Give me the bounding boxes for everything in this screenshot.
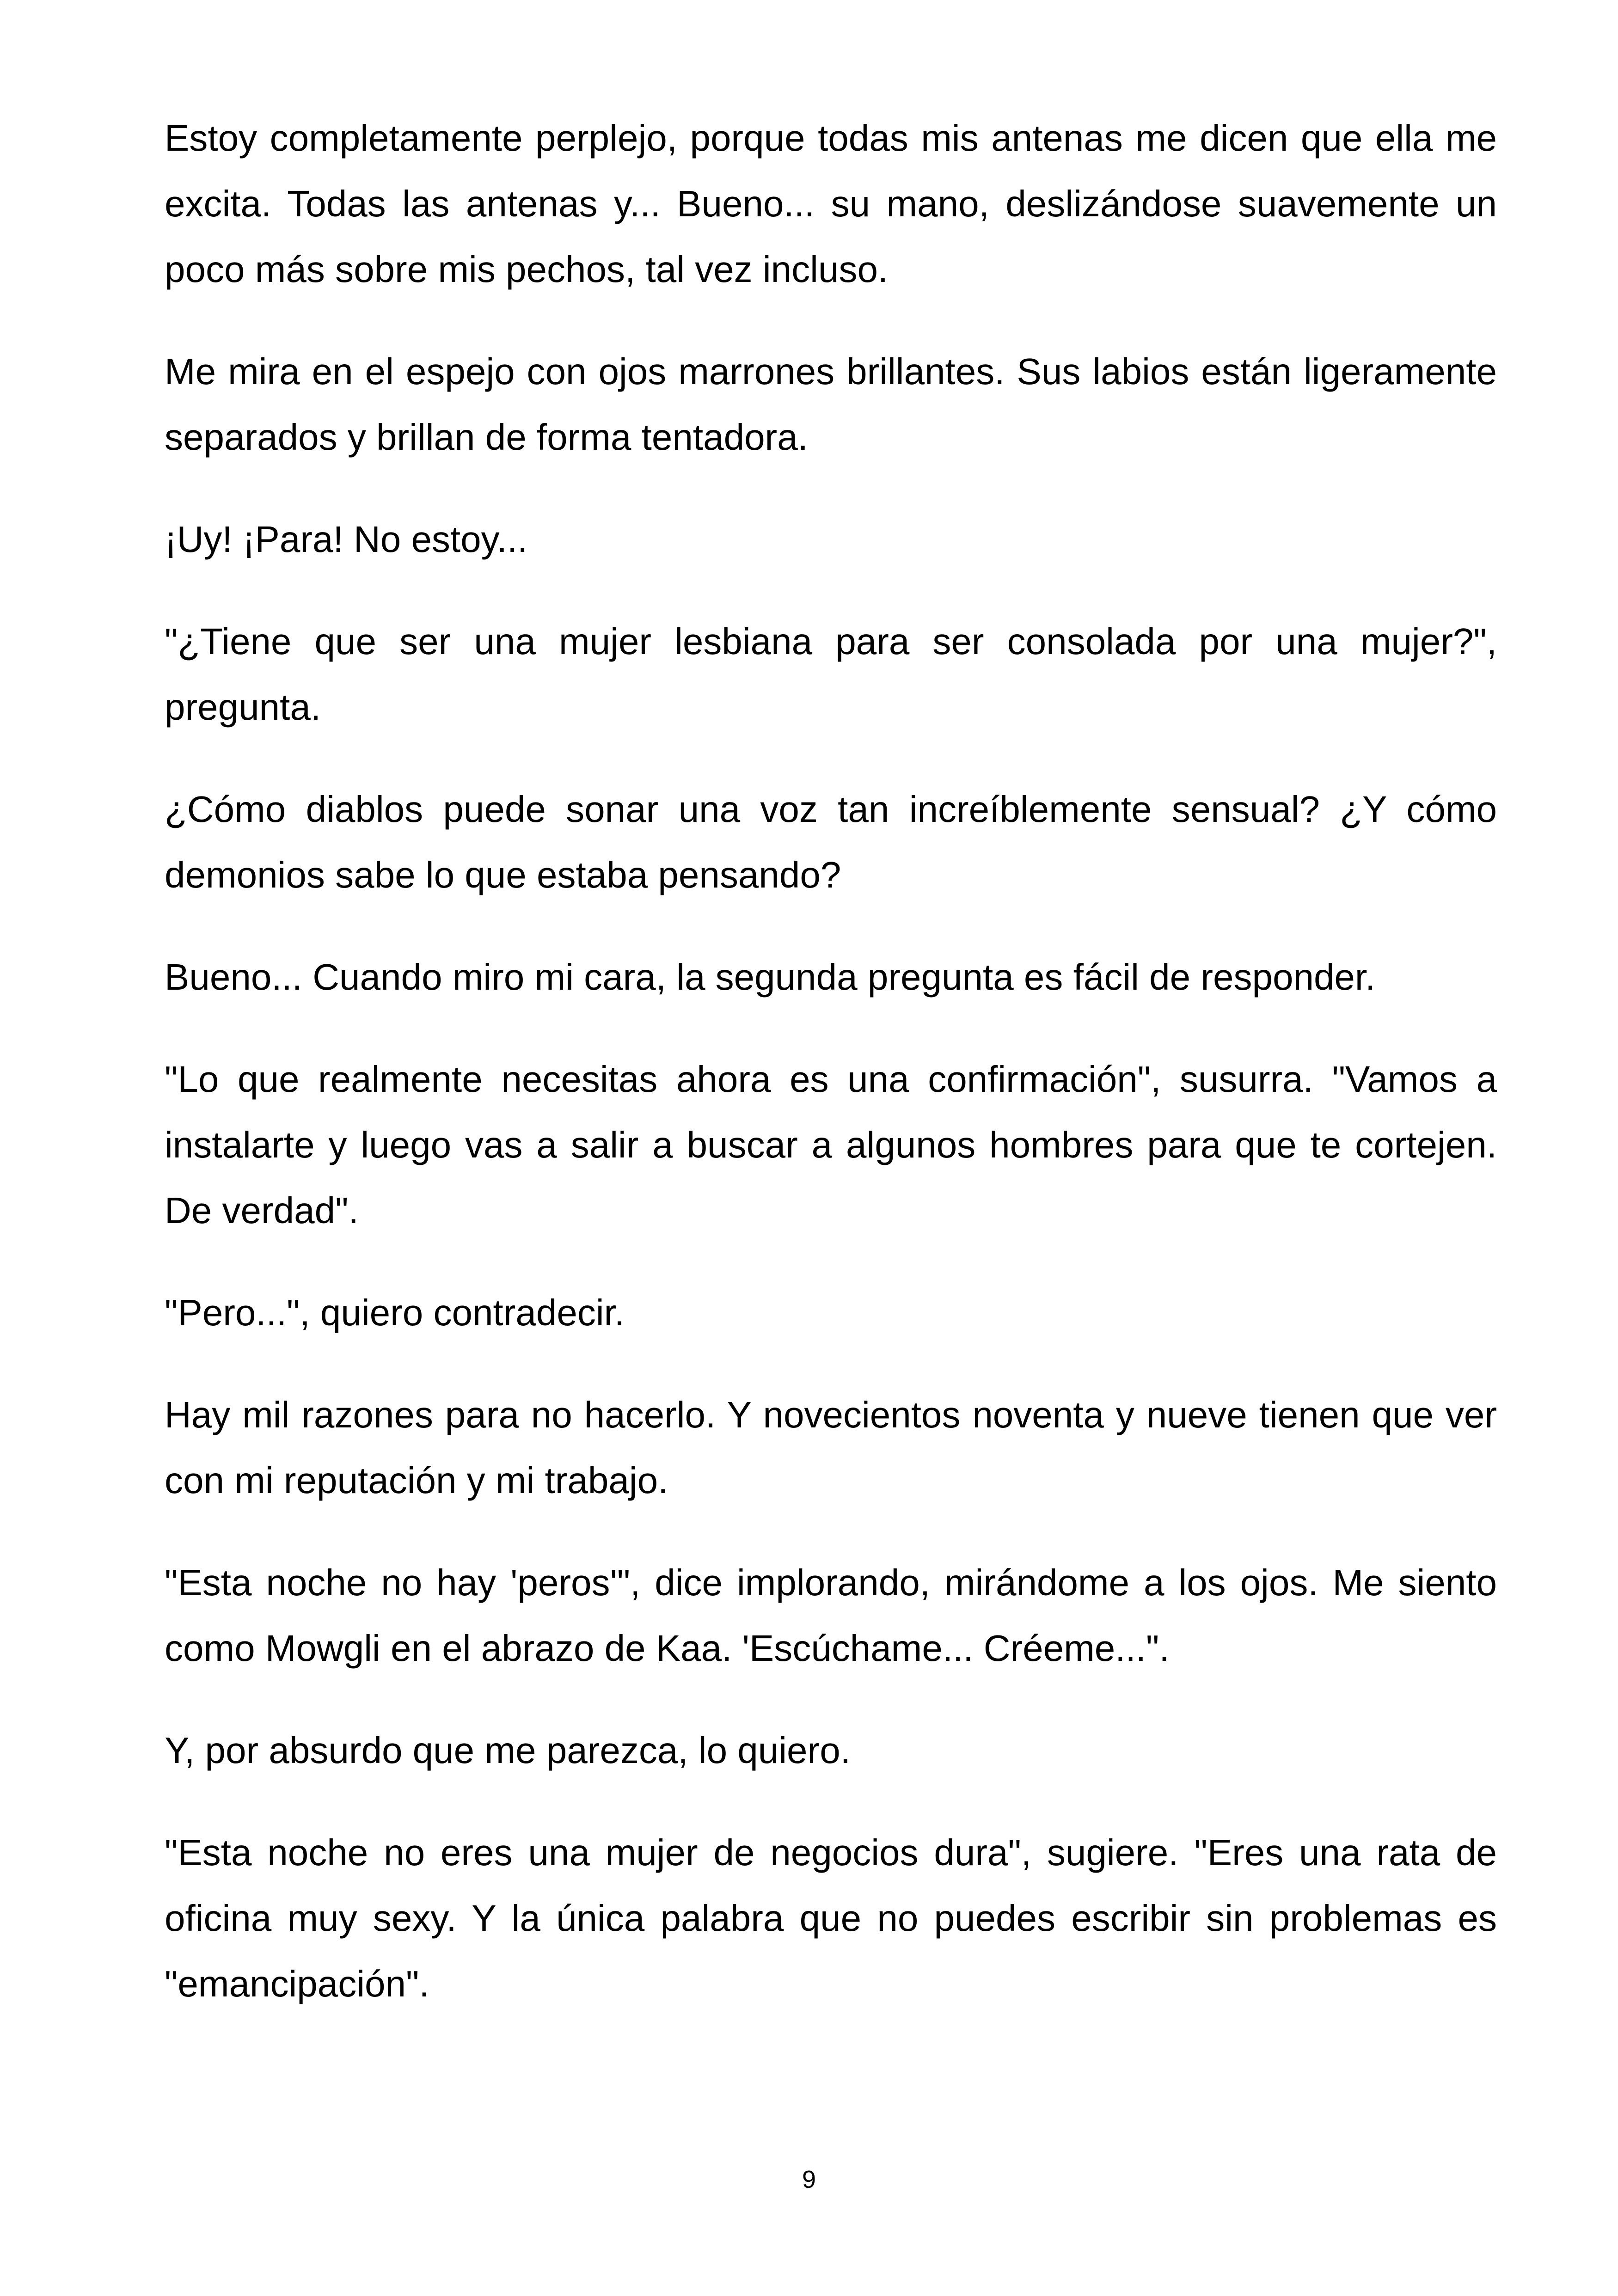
- paragraph: "Pero...", quiero contradecir.: [165, 1292, 625, 1333]
- paragraph: ¿Cómo diablos puede sonar una voz tan increíblemente sensual? ¿Y cómo demonios sabe lo que estaba pensando?: [165, 789, 1497, 895]
- paragraph: Estoy completamente perplejo, porque todas mis antenas me dicen que ella me excita. Todas las antenas y... Bueno... su mano, deslizándose suavemente un poco más sobre mis pechos, tal vez incluso.: [165, 117, 1497, 290]
- paragraph: Bueno... Cuando miro mi cara, la segunda pregunta es fácil de responder.: [165, 956, 1376, 998]
- paragraph: "¿Tiene que ser una mujer lesbiana para ser consolada por una mujer?", pregunta.: [165, 621, 1497, 728]
- text-body: [165, 105, 1497, 2053]
- paragraph: Me mira en el espejo con ojos marrones brillantes. Sus labios están ligeramente separados y brillan de forma tentadora.: [165, 351, 1497, 458]
- paragraph: Hay mil razones para no hacerlo. Y novecientos noventa y nueve tienen que ver con mi reputación y mi trabajo.: [165, 1394, 1497, 1501]
- paragraph: ¡Uy! ¡Para! No estoy...: [165, 519, 528, 560]
- page-number: 9: [802, 2166, 816, 2193]
- paragraph: "Lo que realmente necesitas ahora es una confirmación", susurra. "Vamos a instalarte y luego vas a salir a buscar a algunos hombres para que te cortejen. De verdad".: [165, 1059, 1497, 1231]
- paragraph: "Esta noche no eres una mujer de negocios dura", sugiere. "Eres una rata de oficina muy sexy. Y la única palabra que no puedes escribir sin problemas es "emancipación".: [165, 1832, 1497, 2004]
- paragraph: Y, por absurdo que me parezca, lo quiero.: [165, 1730, 851, 1771]
- paragraph: "Esta noche no hay 'peros'", dice implorando, mirándome a los ojos. Me siento como Mowgli en el abrazo de Kaa. 'Escúchame... Créeme...".: [165, 1562, 1497, 1669]
